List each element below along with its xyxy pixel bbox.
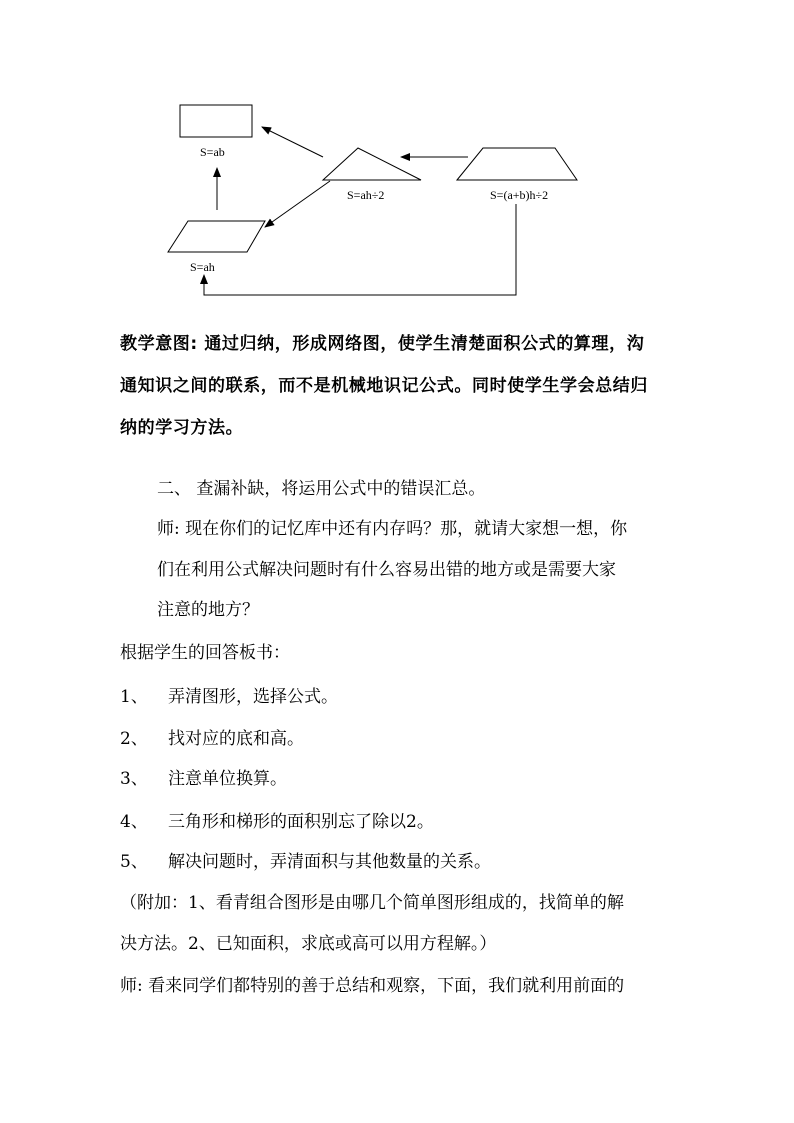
- list-item: [120, 851, 491, 873]
- list-item-text: 找对应的底和高。: [168, 729, 304, 749]
- list-item-text: 三角形和梯形的面积别忘了除以2。: [168, 812, 434, 832]
- teaching-intent-line-3: 纳的学习方法。: [120, 418, 244, 438]
- arrow-trapezoid-to-parallelogram: [204, 204, 516, 295]
- trapezoid-formula: S=(a+b)h÷2: [490, 188, 549, 202]
- rectangle-shape: [180, 105, 252, 137]
- list-item-number: 3、: [120, 769, 148, 789]
- triangle-formula: S=ah÷2: [347, 188, 385, 202]
- list-item: [120, 811, 434, 833]
- list-item: [120, 686, 338, 708]
- parallelogram-formula: S=ah: [190, 260, 215, 274]
- appendix-line-2: 决方法。2、已知面积，求底或高可以用方程解。）: [120, 934, 497, 954]
- area-formula-network-diagram: [0, 0, 794, 310]
- list-item-number: 2、: [120, 729, 148, 749]
- teacher-question-line-2: 们在利用公式解决问题时有什么容易出错的地方或是需要大家: [157, 560, 616, 580]
- list-item: [120, 768, 287, 790]
- arrow-triangle-to-parallelogram: [265, 181, 330, 227]
- list-item-text: 弄清图形，选择公式。: [168, 687, 338, 707]
- trapezoid-shape: [457, 148, 577, 180]
- arrow-triangle-to-rectangle: [262, 127, 323, 157]
- section-two-heading: 二、 查漏补缺，将运用公式中的错误汇总。: [157, 479, 486, 499]
- teaching-intent-line-1: 教学意图: 通过归纳，形成网络图，使学生清楚面积公式的算理，沟: [120, 334, 645, 354]
- parallelogram-shape: [168, 221, 265, 252]
- board-intro: 根据学生的回答板书：: [120, 643, 290, 663]
- triangle-shape: [323, 148, 421, 180]
- list-item-text: 解决问题时，弄清面积与其他数量的关系。: [168, 852, 491, 872]
- teacher-question-line-3: 注意的地方？: [157, 600, 259, 620]
- rectangle-formula: S=ab: [200, 145, 225, 159]
- list-item-number: 5、: [120, 852, 148, 872]
- teacher-closing-line: 师: 看来同学们都特别的善于总结和观察，下面，我们就利用前面的: [120, 976, 625, 996]
- list-item-number: 1、: [120, 687, 148, 707]
- list-item: [120, 728, 304, 750]
- list-item-number: 4、: [120, 812, 148, 832]
- list-item-text: 注意单位换算。: [168, 769, 287, 789]
- teaching-intent-line-2: 通知识之间的联系，而不是机械地识记公式。同时使学生学会总结归: [120, 376, 648, 396]
- appendix-line-1: （附加：1、看青组合图形是由哪几个简单图形组成的，找简单的解: [120, 893, 624, 913]
- teacher-question-line-1: 师: 现在你们的记忆库中还有内存吗？那，就请大家想一想，你: [157, 519, 628, 539]
